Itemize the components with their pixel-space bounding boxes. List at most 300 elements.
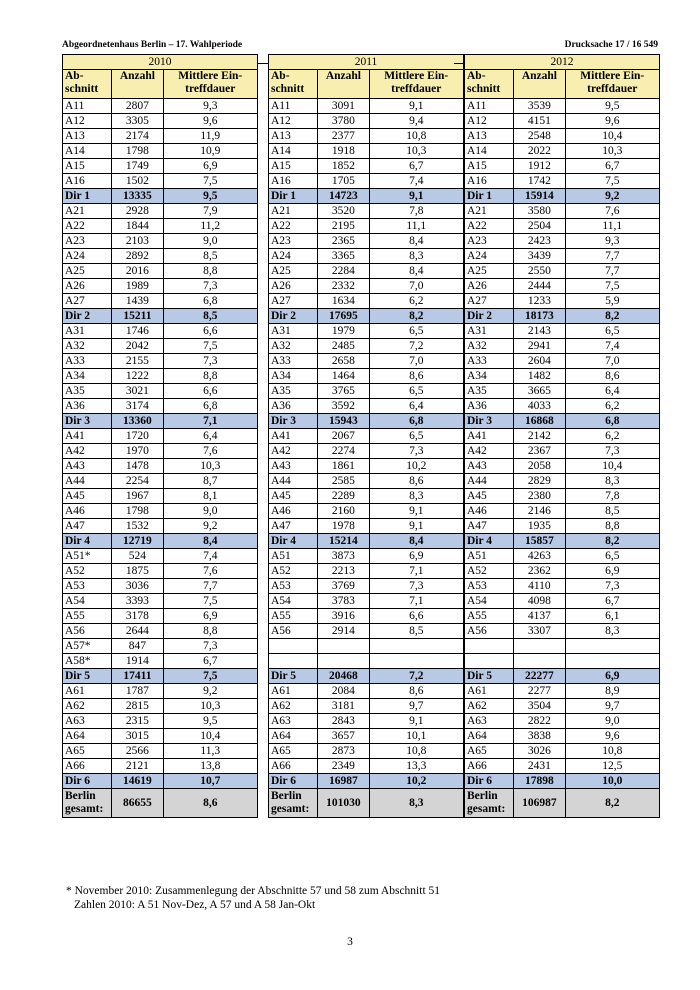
table-row — [269, 504, 464, 519]
section-cell: A23 — [269, 234, 318, 249]
count-cell: 1798 — [112, 504, 163, 519]
table-row — [465, 504, 660, 519]
response-time-cell: 7,4 — [565, 339, 659, 354]
table-row — [269, 729, 464, 744]
count-cell: 2815 — [112, 699, 163, 714]
section-cell: A27 — [63, 294, 112, 309]
section-cell: Dir 5 — [269, 669, 318, 684]
response-time-cell: 7,6 — [163, 564, 257, 579]
response-time-cell: 6,5 — [565, 549, 659, 564]
response-time-cell: 8,6 — [565, 369, 659, 384]
document-header — [62, 40, 658, 54]
count-cell: 2160 — [318, 504, 369, 519]
section-cell: A14 — [465, 144, 514, 159]
response-time-cell: 6,6 — [163, 324, 257, 339]
response-time-cell: 7,8 — [369, 204, 463, 219]
response-time-cell: 8,3 — [369, 789, 463, 818]
table-row — [465, 114, 660, 129]
count-cell: 2362 — [514, 564, 565, 579]
table-row — [269, 324, 464, 339]
response-time-cell: 9,6 — [163, 114, 257, 129]
response-time-cell: 9,1 — [369, 519, 463, 534]
response-time-cell: 8,6 — [369, 369, 463, 384]
count-cell: 101030 — [318, 789, 369, 818]
section-cell: A62 — [465, 699, 514, 714]
response-time-cell: 6,6 — [369, 609, 463, 624]
section-cell: A33 — [465, 354, 514, 369]
section-cell: A41 — [63, 429, 112, 444]
response-time-cell: 6,8 — [163, 399, 257, 414]
table-row — [63, 294, 258, 309]
section-cell: A31 — [465, 324, 514, 339]
response-time-cell: 11,3 — [163, 744, 257, 759]
table-row — [63, 729, 258, 744]
table-row — [465, 234, 660, 249]
direction-subtotal-row — [63, 774, 258, 789]
section-cell: A56 — [63, 624, 112, 639]
section-cell: A65 — [465, 744, 514, 759]
count-cell: 3393 — [112, 594, 163, 609]
section-cell — [465, 654, 514, 669]
table-row — [465, 369, 660, 384]
section-cell: A56 — [465, 624, 514, 639]
response-time-cell: 7,9 — [163, 204, 257, 219]
section-cell: A33 — [63, 354, 112, 369]
column-header: Ab- schnitt — [465, 70, 514, 99]
section-cell: A55 — [63, 609, 112, 624]
section-cell: A22 — [269, 219, 318, 234]
berlin-total-row — [269, 789, 464, 818]
response-time-cell: 6,7 — [163, 654, 257, 669]
section-cell: A24 — [63, 249, 112, 264]
section-cell: A34 — [465, 369, 514, 384]
section-cell: A41 — [269, 429, 318, 444]
count-cell: 2822 — [514, 714, 565, 729]
table-row — [465, 249, 660, 264]
count-cell: 1532 — [112, 519, 163, 534]
table-row — [63, 159, 258, 174]
section-cell: Dir 5 — [465, 669, 514, 684]
response-time-cell: 6,1 — [565, 609, 659, 624]
header-connector-line — [454, 63, 464, 64]
count-cell: 2155 — [112, 354, 163, 369]
section-cell: Dir 1 — [63, 189, 112, 204]
count-cell: 3916 — [318, 609, 369, 624]
section-cell: Dir 3 — [465, 414, 514, 429]
count-cell: 2431 — [514, 759, 565, 774]
section-cell: A31 — [269, 324, 318, 339]
response-time-cell: 10,9 — [163, 144, 257, 159]
berlin-total-row — [63, 789, 258, 818]
response-time-cell: 6,5 — [565, 324, 659, 339]
response-time-cell — [369, 654, 463, 669]
section-cell: A62 — [269, 699, 318, 714]
count-cell: 1861 — [318, 459, 369, 474]
count-cell — [514, 654, 565, 669]
table-row — [465, 429, 660, 444]
count-cell: 2873 — [318, 744, 369, 759]
count-cell — [514, 639, 565, 654]
section-cell: A57* — [63, 639, 112, 654]
section-cell: A47 — [269, 519, 318, 534]
section-cell: A16 — [465, 174, 514, 189]
count-cell: 2485 — [318, 339, 369, 354]
section-cell: A14 — [63, 144, 112, 159]
response-time-cell: 6,8 — [163, 294, 257, 309]
table-row — [465, 474, 660, 489]
section-cell: A42 — [465, 444, 514, 459]
response-time-cell: 8,5 — [163, 309, 257, 324]
response-time-cell: 7,3 — [565, 444, 659, 459]
table-row — [269, 114, 464, 129]
response-time-cell: 6,4 — [369, 399, 463, 414]
section-cell: A16 — [269, 174, 318, 189]
section-cell: A12 — [465, 114, 514, 129]
section-cell: A27 — [269, 294, 318, 309]
count-cell: 18173 — [514, 309, 565, 324]
section-cell — [465, 639, 514, 654]
count-cell: 1720 — [112, 429, 163, 444]
count-cell: 1439 — [112, 294, 163, 309]
count-cell: 15914 — [514, 189, 565, 204]
response-time-cell: 8,6 — [163, 789, 257, 818]
response-time-cell: 8,8 — [163, 624, 257, 639]
section-cell: A34 — [63, 369, 112, 384]
count-cell: 2146 — [514, 504, 565, 519]
section-cell: A23 — [63, 234, 112, 249]
response-time-cell: 8,5 — [163, 249, 257, 264]
table-row — [63, 144, 258, 159]
section-cell: A12 — [63, 114, 112, 129]
column-header: Anzahl — [514, 70, 565, 99]
response-time-cell: 9,3 — [163, 99, 257, 114]
footnote-line-2: Zahlen 2010: A 51 Nov-Dez, A 57 und A 58 Jan-Okt — [74, 899, 316, 911]
section-cell: A65 — [269, 744, 318, 759]
count-cell: 3539 — [514, 99, 565, 114]
column-header: Ab- schnitt — [63, 70, 112, 99]
section-cell: A16 — [63, 174, 112, 189]
count-cell: 1912 — [514, 159, 565, 174]
direction-subtotal-row — [269, 669, 464, 684]
table-row — [63, 579, 258, 594]
table-row — [269, 144, 464, 159]
response-time-cell: 7,3 — [163, 279, 257, 294]
table-row — [465, 684, 660, 699]
section-cell: Dir 2 — [465, 309, 514, 324]
direction-subtotal-row — [63, 669, 258, 684]
count-cell: 1233 — [514, 294, 565, 309]
count-cell: 15943 — [318, 414, 369, 429]
table-row — [269, 489, 464, 504]
section-cell: A36 — [465, 399, 514, 414]
count-cell: 3026 — [514, 744, 565, 759]
table-row — [269, 564, 464, 579]
response-time-cell: 8,8 — [163, 264, 257, 279]
section-cell: A33 — [269, 354, 318, 369]
response-time-cell: 10,1 — [369, 729, 463, 744]
table-row — [269, 204, 464, 219]
section-cell: A26 — [63, 279, 112, 294]
table-row — [269, 459, 464, 474]
response-time-cell: 11,1 — [369, 219, 463, 234]
count-cell: 2548 — [514, 129, 565, 144]
column-header: Ab- schnitt — [269, 70, 318, 99]
section-cell: A35 — [63, 384, 112, 399]
table-row — [63, 744, 258, 759]
count-cell: 3036 — [112, 579, 163, 594]
table-row — [269, 129, 464, 144]
section-cell: A36 — [269, 399, 318, 414]
response-time-cell: 7,5 — [163, 174, 257, 189]
section-cell: Berlin gesamt: — [63, 789, 112, 818]
count-cell: 1222 — [112, 369, 163, 384]
direction-subtotal-row — [63, 534, 258, 549]
count-cell: 4033 — [514, 399, 565, 414]
section-cell: A46 — [269, 504, 318, 519]
response-time-cell: 6,9 — [163, 609, 257, 624]
count-cell: 3091 — [318, 99, 369, 114]
table-row — [63, 234, 258, 249]
response-time-cell: 6,5 — [369, 429, 463, 444]
response-time-cell: 6,9 — [565, 669, 659, 684]
count-cell: 2892 — [112, 249, 163, 264]
direction-subtotal-row — [269, 309, 464, 324]
section-cell: A25 — [465, 264, 514, 279]
section-cell: A45 — [63, 489, 112, 504]
count-cell: 13360 — [112, 414, 163, 429]
section-cell: A32 — [465, 339, 514, 354]
response-time-cell: 7,0 — [369, 279, 463, 294]
table-row — [465, 264, 660, 279]
response-time-cell: 13,3 — [369, 759, 463, 774]
count-cell: 3657 — [318, 729, 369, 744]
section-cell: A54 — [63, 594, 112, 609]
table-row — [63, 174, 258, 189]
count-cell: 17898 — [514, 774, 565, 789]
response-time-cell: 7,6 — [163, 444, 257, 459]
section-cell: Dir 6 — [63, 774, 112, 789]
section-cell: A11 — [269, 99, 318, 114]
table-row — [465, 549, 660, 564]
response-time-cell: 6,5 — [369, 324, 463, 339]
response-time-cell: 6,8 — [369, 414, 463, 429]
section-cell: A21 — [465, 204, 514, 219]
section-cell: A45 — [269, 489, 318, 504]
section-cell: A51 — [269, 549, 318, 564]
section-cell: A15 — [465, 159, 514, 174]
table-row — [269, 609, 464, 624]
count-cell: 2084 — [318, 684, 369, 699]
response-time-cell: 6,7 — [565, 594, 659, 609]
count-cell: 106987 — [514, 789, 565, 818]
response-time-cell: 7,8 — [565, 489, 659, 504]
response-time-cell: 9,1 — [369, 714, 463, 729]
section-cell: A53 — [465, 579, 514, 594]
count-cell: 1979 — [318, 324, 369, 339]
table-row — [465, 624, 660, 639]
section-cell: Dir 4 — [465, 534, 514, 549]
response-time-cell: 7,7 — [163, 579, 257, 594]
count-cell: 2585 — [318, 474, 369, 489]
count-cell: 1978 — [318, 519, 369, 534]
table-row — [465, 354, 660, 369]
table-row — [465, 339, 660, 354]
section-cell: A64 — [63, 729, 112, 744]
table-row — [63, 594, 258, 609]
response-time-cell: 11,2 — [163, 219, 257, 234]
count-cell: 1852 — [318, 159, 369, 174]
response-time-cell: 5,9 — [565, 294, 659, 309]
response-time-cell: 9,5 — [163, 189, 257, 204]
count-cell: 3307 — [514, 624, 565, 639]
count-cell: 3178 — [112, 609, 163, 624]
table-row — [269, 744, 464, 759]
section-cell: A52 — [465, 564, 514, 579]
count-cell: 2254 — [112, 474, 163, 489]
count-cell: 3181 — [318, 699, 369, 714]
direction-subtotal-row — [269, 189, 464, 204]
section-cell: Dir 5 — [63, 669, 112, 684]
section-cell: A44 — [465, 474, 514, 489]
response-time-cell: 10,4 — [565, 129, 659, 144]
response-time-cell: 8,4 — [163, 534, 257, 549]
count-cell: 3838 — [514, 729, 565, 744]
response-time-cell: 7,3 — [369, 444, 463, 459]
direction-subtotal-row — [269, 534, 464, 549]
table-row — [269, 219, 464, 234]
footnote-line-1: * November 2010: Zusammenlegung der Abschnitte 57 und 58 zum Abschnitt 51 — [66, 885, 441, 897]
table-row — [465, 759, 660, 774]
count-cell: 2365 — [318, 234, 369, 249]
table-row — [63, 474, 258, 489]
section-cell: A31 — [63, 324, 112, 339]
year-heading: 2010 — [63, 55, 258, 70]
count-cell: 15211 — [112, 309, 163, 324]
section-cell: A55 — [269, 609, 318, 624]
section-cell: Dir 6 — [269, 774, 318, 789]
response-time-cell: 6,9 — [369, 549, 463, 564]
table-row — [465, 399, 660, 414]
table-row — [63, 324, 258, 339]
response-time-cell: 10,3 — [163, 699, 257, 714]
table-row — [269, 294, 464, 309]
count-cell: 2277 — [514, 684, 565, 699]
table-row — [63, 384, 258, 399]
section-cell: A47 — [63, 519, 112, 534]
direction-subtotal-row — [269, 414, 464, 429]
response-time-cell: 7,6 — [565, 204, 659, 219]
response-time-cell: 6,4 — [565, 384, 659, 399]
section-cell: A43 — [465, 459, 514, 474]
response-time-cell: 10,8 — [369, 744, 463, 759]
response-time-cell — [369, 639, 463, 654]
table-row — [465, 519, 660, 534]
section-cell: A36 — [63, 399, 112, 414]
section-cell: Dir 1 — [465, 189, 514, 204]
count-cell: 524 — [112, 549, 163, 564]
count-cell: 1918 — [318, 144, 369, 159]
count-cell: 20468 — [318, 669, 369, 684]
section-cell: A66 — [465, 759, 514, 774]
section-cell: A21 — [269, 204, 318, 219]
count-cell: 1742 — [514, 174, 565, 189]
year-table-2011 — [268, 54, 464, 818]
year-heading: 2012 — [465, 55, 660, 70]
count-cell: 1464 — [318, 369, 369, 384]
section-cell: A32 — [269, 339, 318, 354]
table-row — [465, 654, 660, 669]
response-time-cell: 7,2 — [369, 669, 463, 684]
table-row — [465, 489, 660, 504]
section-cell: A52 — [63, 564, 112, 579]
table-row — [269, 759, 464, 774]
section-cell: A66 — [63, 759, 112, 774]
response-time-cell: 8,2 — [369, 309, 463, 324]
response-time-cell: 9,0 — [163, 504, 257, 519]
count-cell: 3504 — [514, 699, 565, 714]
section-cell: A51 — [465, 549, 514, 564]
count-cell: 2504 — [514, 219, 565, 234]
response-time-cell: 10,4 — [163, 729, 257, 744]
table-row — [63, 129, 258, 144]
count-cell: 3520 — [318, 204, 369, 219]
section-cell: A46 — [63, 504, 112, 519]
count-cell: 2444 — [514, 279, 565, 294]
table-row — [465, 129, 660, 144]
direction-subtotal-row — [465, 189, 660, 204]
table-row — [63, 429, 258, 444]
section-cell: A25 — [269, 264, 318, 279]
response-time-cell: 7,2 — [369, 339, 463, 354]
section-cell: Dir 3 — [63, 414, 112, 429]
response-time-cell: 6,2 — [369, 294, 463, 309]
response-time-cell: 8,4 — [369, 264, 463, 279]
response-time-cell: 9,6 — [565, 114, 659, 129]
section-cell: A26 — [269, 279, 318, 294]
section-cell: Dir 1 — [269, 189, 318, 204]
table-row — [63, 549, 258, 564]
table-row — [63, 519, 258, 534]
count-cell: 3873 — [318, 549, 369, 564]
section-cell: A61 — [63, 684, 112, 699]
response-time-cell: 13,8 — [163, 759, 257, 774]
count-cell: 3015 — [112, 729, 163, 744]
section-cell: A64 — [269, 729, 318, 744]
table-row — [63, 489, 258, 504]
count-cell: 1478 — [112, 459, 163, 474]
count-cell — [318, 654, 369, 669]
direction-subtotal-row — [465, 774, 660, 789]
section-cell: A61 — [465, 684, 514, 699]
count-cell: 3665 — [514, 384, 565, 399]
count-cell: 2380 — [514, 489, 565, 504]
section-cell: A61 — [269, 684, 318, 699]
count-cell: 1935 — [514, 519, 565, 534]
table-row — [63, 249, 258, 264]
count-cell: 2566 — [112, 744, 163, 759]
section-cell: A42 — [63, 444, 112, 459]
section-cell: A41 — [465, 429, 514, 444]
count-cell: 3580 — [514, 204, 565, 219]
response-time-cell: 9,5 — [163, 714, 257, 729]
count-cell: 2423 — [514, 234, 565, 249]
count-cell: 1482 — [514, 369, 565, 384]
response-time-cell: 11,9 — [163, 129, 257, 144]
count-cell: 2644 — [112, 624, 163, 639]
count-cell: 847 — [112, 639, 163, 654]
table-row — [465, 579, 660, 594]
response-time-cell: 10,8 — [565, 744, 659, 759]
